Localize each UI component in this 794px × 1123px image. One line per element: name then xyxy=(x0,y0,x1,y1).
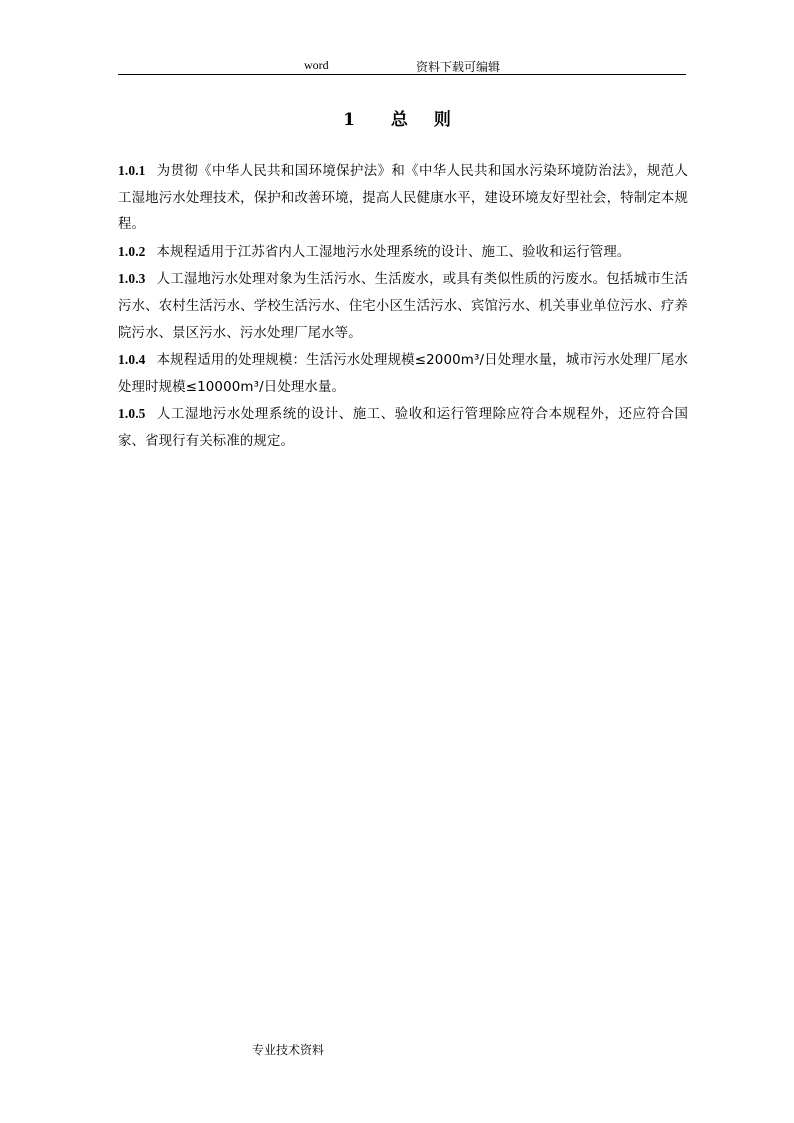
chapter-number: 1 xyxy=(343,110,355,130)
clause-number: 1.0.1 xyxy=(118,163,146,178)
clause-number: 1.0.4 xyxy=(118,352,146,368)
clause-number: 1.0.3 xyxy=(118,271,146,287)
clause-number: 1.0.2 xyxy=(118,243,146,259)
clause-number: 1.0.5 xyxy=(118,406,146,422)
page-footer: 专业技术资料 xyxy=(252,1043,325,1057)
clause-1-0-5 xyxy=(118,401,688,455)
page-header xyxy=(118,57,686,75)
chapter-title-char-1: 总 xyxy=(390,110,408,130)
clause-1-0-1 xyxy=(118,158,688,239)
chapter-title-char-2: 则 xyxy=(433,110,451,130)
clause-1-0-2 xyxy=(118,239,688,267)
clause-text: 为贯彻《中华人民共和国环境保护法》和《中华人民共和国水污染环境防治法》，规范人工湿地污水处理技术，保护和改善环境，提高人民健康水平，建设环境友好型社会，特制定本规程。 xyxy=(118,164,688,233)
header-left-text: word xyxy=(304,58,329,72)
header-right-text: 资料下载可编辑 xyxy=(416,60,501,74)
chapter-title xyxy=(118,105,686,130)
clause-text: 人工湿地污水处理对象为生活污水、生活废水，或具有类似性质的污废水。包括城市生活污水、农村生活污水、学校生活污水、住宅小区生活污水、宾馆污水、机关事业单位污水、疗养院污水、景区污水、污水处理厂尾水等。 xyxy=(118,272,688,341)
clause-text: 本规程适用于江苏省内人工湿地污水处理系统的设计、施工、验收和运行管理。 xyxy=(156,244,631,260)
clause-1-0-4 xyxy=(118,347,688,401)
clause-text: 本规程适用的处理规模：生活污水处理规模≤2000m³/日处理水量，城市污水处理厂尾水处理时规模≤10000m³/日处理水量。 xyxy=(118,353,688,395)
clause-1-0-3 xyxy=(118,266,688,347)
chapter-content xyxy=(118,158,688,456)
clause-text: 人工湿地污水处理系统的设计、施工、验收和运行管理除应符合本规程外，还应符合国家、省现行有关标准的规定。 xyxy=(118,407,688,449)
